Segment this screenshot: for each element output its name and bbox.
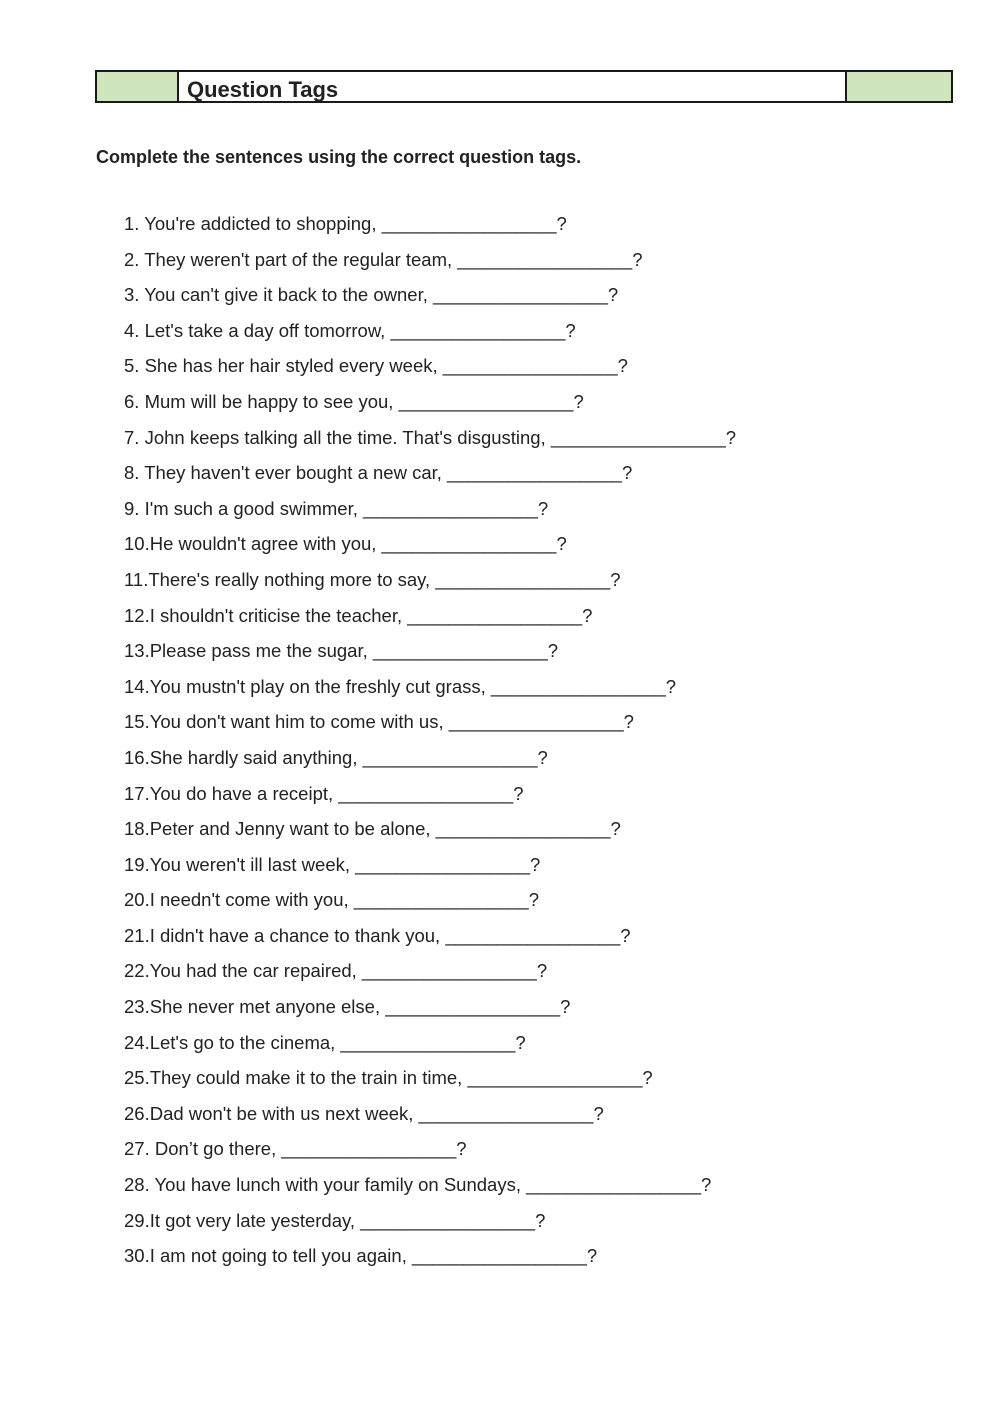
question-item: 19.You weren't ill last week, _________________? (124, 853, 541, 875)
title-table-left-cell (97, 72, 179, 101)
question-item: 9. I'm such a good swimmer, _________________? (124, 497, 549, 519)
question-item: 29.It got very late yesterday, _________________? (124, 1209, 546, 1231)
question-item: 13.Please pass me the sugar, _________________? (124, 640, 559, 662)
question-item: 30.I am not going to tell you again, _________________? (124, 1245, 598, 1267)
question-item: 5. She has her hair styled every week, _________________? (124, 355, 628, 377)
question-item: 20.I needn't come with you, _________________? (124, 889, 539, 911)
question-item: 26.Dad won't be with us next week, _________________? (124, 1102, 604, 1124)
question-list (124, 212, 736, 1280)
question-item: 8. They haven't ever bought a new car, _________________? (124, 462, 633, 484)
question-item: 6. Mum will be happy to see you, _________________? (124, 390, 584, 412)
question-item: 25.They could make it to the train in time, _________________? (124, 1067, 653, 1089)
question-item: 17.You do have a receipt, _________________? (124, 782, 524, 804)
question-item: 10.He wouldn't agree with you, _________________? (124, 533, 567, 555)
instructions: Complete the sentences using the correct question tags. (96, 147, 582, 167)
question-item: 21.I didn't have a chance to thank you, _________________? (124, 924, 631, 946)
question-item: 15.You don't want him to come with us, _________________? (124, 711, 634, 733)
question-item: 3. You can't give it back to the owner, _________________? (124, 284, 619, 306)
question-item: 4. Let's take a day off tomorrow, _________________? (124, 319, 576, 341)
question-item: 2. They weren't part of the regular team, _________________? (124, 248, 643, 270)
title-table (95, 70, 953, 103)
question-item: 28. You have lunch with your family on Sundays, _________________? (124, 1174, 712, 1196)
question-item: 23.She never met anyone else, _________________? (124, 996, 571, 1018)
page-title: Question Tags (179, 72, 845, 101)
question-item: 18.Peter and Jenny want to be alone, _________________? (124, 818, 621, 840)
question-item: 22.You had the car repaired, _________________? (124, 960, 548, 982)
question-item: 11.There's really nothing more to say, _________________? (124, 568, 621, 590)
question-item: 1. You're addicted to shopping, _________________? (124, 213, 567, 234)
title-table-right-cell (845, 72, 951, 101)
question-item: 24.Let's go to the cinema, _________________? (124, 1031, 526, 1053)
question-item: 16.She hardly said anything, _________________? (124, 746, 548, 768)
question-item: 7. John keeps talking all the time. That's disgusting, _________________? (124, 426, 737, 448)
question-item: 14.You mustn't play on the freshly cut grass, _________________? (124, 675, 677, 697)
question-item: 12.I shouldn't criticise the teacher, _________________? (124, 604, 593, 626)
question-item: 27. Don’t go there, _________________? (124, 1138, 467, 1160)
